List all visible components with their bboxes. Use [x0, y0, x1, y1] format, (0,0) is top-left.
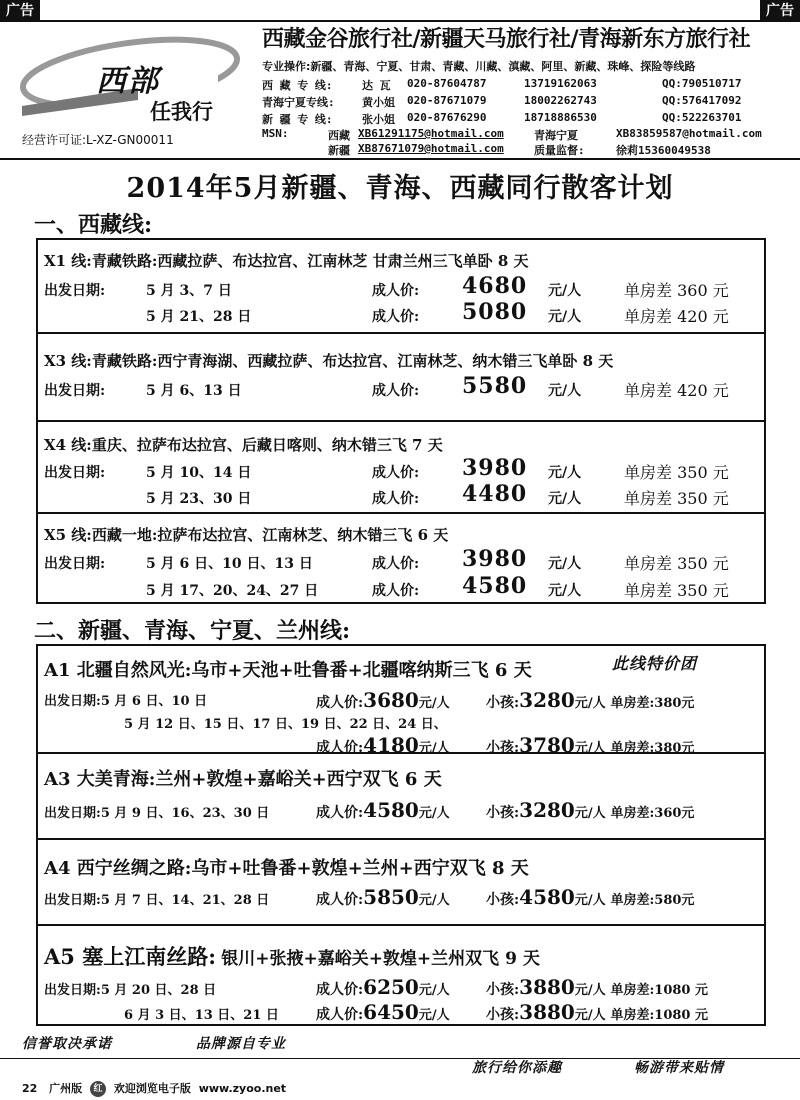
- a3-price-row: [316, 798, 450, 822]
- route-divider: [36, 420, 766, 422]
- agency-names: 西藏金谷旅行社/新疆天马旅行社/青海新东方旅行社: [262, 26, 751, 52]
- price-unit: 元/人: [418, 1008, 450, 1023]
- ad-tag-left: 广告: [0, 0, 40, 22]
- price-unit: 元/人: [574, 741, 606, 756]
- price-unit: 元/人: [574, 696, 606, 711]
- contact-row-xinjiang: [262, 111, 742, 127]
- price-unit: 元/人: [418, 696, 450, 711]
- contact-mobile: 18002262743: [524, 94, 597, 107]
- price-unit: 元/人: [574, 1008, 606, 1023]
- depart-label: 出发日期:: [44, 383, 106, 399]
- child-label: 小孩:: [486, 892, 520, 908]
- contact-person: 黄小姐: [362, 96, 395, 109]
- adult-price: 6250: [363, 975, 419, 999]
- contact-label: 新 疆 专 线:: [262, 113, 333, 126]
- single-supplement: 单房差 350 元: [624, 581, 729, 600]
- adult-label: 成人价:: [372, 383, 420, 399]
- msn-xinjiang-label: 新疆: [328, 144, 350, 157]
- adult-label: 成人价:: [316, 805, 364, 821]
- contact-phone: 020-87671079: [407, 94, 487, 107]
- price-unit: 元/人: [574, 893, 606, 908]
- slogan-right-2: 畅游带来贴情: [634, 1060, 724, 1076]
- slogan-left-2: 品牌源自专业: [196, 1036, 286, 1052]
- adult-label: 成人价:: [372, 309, 420, 325]
- single-label: 单房差:: [610, 806, 655, 821]
- depart-dates: 6 月 3 日、13 日、21 日: [124, 1008, 279, 1023]
- adult-label: 成人价:: [316, 740, 364, 756]
- single-supplement: 1080 元: [654, 1008, 708, 1023]
- child-price: 3880: [519, 1000, 575, 1024]
- depart-dates: 5 月 20 日、28 日: [100, 983, 217, 998]
- depart-dates: 5 月 6 日、10 日: [100, 694, 208, 709]
- route-divider: [36, 332, 766, 334]
- adult-label: 成人价:: [372, 491, 420, 507]
- price-unit: 元/人: [548, 583, 582, 599]
- contact-label: 青海宁夏专线:: [262, 96, 335, 109]
- price-unit: 元/人: [418, 893, 450, 908]
- license-number: 经营许可证:L-XZ-GN00011: [22, 133, 174, 147]
- adult-label: 成人价:: [316, 695, 364, 711]
- adult-label: 成人价:: [372, 465, 420, 481]
- adult-label: 成人价:: [372, 283, 420, 299]
- adult-price: 3980: [462, 546, 528, 572]
- a5-price-row-1: [316, 975, 450, 999]
- slogan-right-1: 旅行给你添趣: [472, 1060, 562, 1076]
- quality-contact: 徐莉15360049538: [616, 144, 711, 157]
- child-price: 3280: [519, 688, 575, 712]
- section-title-xinjiang: 二、新疆、青海、宁夏、兰州线:: [34, 618, 351, 644]
- route-divider: [36, 838, 766, 840]
- msn-qinghai-email[interactable]: XB83859587@hotmail.com: [616, 127, 762, 140]
- a1-child-row-2: [486, 733, 694, 757]
- a5-child-row-1: [486, 975, 708, 999]
- header-rule: [0, 158, 800, 160]
- route-title-x1: X1 线:青藏铁路:西藏拉萨、布达拉宫、江南林芝 甘肃兰州三飞单卧 8 天: [44, 252, 529, 270]
- single-label: 单房差:: [610, 741, 655, 756]
- adult-label: 成人价:: [372, 583, 420, 599]
- price-unit: 元/人: [548, 383, 582, 399]
- adult-price: 5850: [363, 885, 419, 909]
- single-label: 单房差:: [610, 983, 655, 998]
- price-unit: 元/人: [548, 491, 582, 507]
- adult-price: 4480: [462, 481, 528, 507]
- adult-price: 6450: [363, 1000, 419, 1024]
- contact-qq: QQ:790510717: [662, 77, 742, 90]
- edition-badge-icon: 红: [90, 1081, 106, 1097]
- contact-row-tibet: [262, 77, 742, 93]
- child-price: 3880: [519, 975, 575, 999]
- msn-tibet-label: 西藏: [328, 129, 350, 142]
- contact-person: 张小姐: [362, 113, 395, 126]
- depart-label: 出发日期:: [44, 556, 106, 572]
- child-label: 小孩:: [486, 740, 520, 756]
- route-divider: [36, 512, 766, 514]
- single-supplement: 380元: [654, 741, 695, 756]
- adult-price: 4580: [363, 798, 419, 822]
- route-title-a1: A1 北疆自然风光:乌市+天池+吐鲁番+北疆喀纳斯三飞 6 天: [44, 660, 532, 681]
- adult-label: 成人价:: [316, 982, 364, 998]
- single-supplement: 360元: [654, 806, 695, 821]
- price-unit: 元/人: [574, 983, 606, 998]
- price-unit: 元/人: [548, 556, 582, 572]
- a4-child-row: [486, 885, 694, 909]
- edition-label: 广州版: [49, 1082, 83, 1095]
- depart-dates: 5 月 6 日、10 日、13 日: [146, 556, 313, 572]
- route-title-a5-main: A5 塞上江南丝路:: [44, 944, 216, 969]
- adult-label: 成人价:: [316, 1007, 364, 1023]
- specialty-label: 专业操作:: [262, 60, 311, 73]
- adult-price: 3680: [363, 688, 419, 712]
- footer-text: 欢迎浏览电子版: [113, 1082, 191, 1095]
- child-price: 4580: [519, 885, 575, 909]
- price-unit: 元/人: [548, 283, 582, 299]
- slogan-left-1: 信誉取决承诺: [22, 1036, 112, 1052]
- a5-child-row-2: [486, 1000, 708, 1024]
- depart-dates: 5 月 9 日、16、23、30 日: [100, 806, 270, 821]
- adult-price: 4180: [363, 733, 419, 757]
- single-supplement: 单房差 420 元: [624, 307, 729, 326]
- section-title-tibet: 一、西藏线:: [34, 212, 153, 238]
- child-label: 小孩:: [486, 982, 520, 998]
- single-supplement: 1080 元: [654, 983, 708, 998]
- depart-label: 出发日期:: [44, 283, 106, 299]
- contact-qq: QQ:576417092: [662, 94, 742, 107]
- single-supplement: 单房差 420 元: [624, 381, 729, 400]
- depart-label: 出发日期:: [44, 694, 101, 709]
- single-supplement: 单房差 350 元: [624, 554, 729, 573]
- price-unit: 元/人: [418, 983, 450, 998]
- single-label: 单房差:: [610, 696, 655, 711]
- page-number: 22: [22, 1082, 38, 1095]
- child-price: 3280: [519, 798, 575, 822]
- adult-price: 5580: [462, 373, 528, 399]
- child-label: 小孩:: [486, 1007, 520, 1023]
- msn-tibet-email[interactable]: XB61291175@hotmail.com: [358, 127, 504, 140]
- route-title-x3: X3 线:青藏铁路:西宁青海湖、西藏拉萨、布达拉宫、江南林芝、纳木错三飞单卧 8 天: [44, 352, 614, 370]
- contact-person: 达 瓦: [362, 79, 391, 92]
- depart-dates: 5 月 10、14 日: [146, 465, 252, 481]
- single-supplement: 单房差 360 元: [624, 281, 729, 300]
- single-label: 单房差:: [610, 1008, 655, 1023]
- child-label: 小孩:: [486, 805, 520, 821]
- contact-row-qinghai: [262, 94, 742, 110]
- specialty-text: 新疆、青海、宁夏、甘肃、青藏、川藏、滇藏、阿里、新藏、珠峰、探险等线路: [310, 60, 696, 73]
- depart-dates: 5 月 23、30 日: [146, 491, 252, 507]
- adult-label: 成人价:: [372, 556, 420, 572]
- single-label: 单房差:: [610, 893, 655, 908]
- depart-dates: 5 月 6、13 日: [146, 383, 242, 399]
- single-supplement: 单房差 350 元: [624, 463, 729, 482]
- contact-qq: QQ:522263701: [662, 111, 742, 124]
- single-supplement: 380元: [654, 696, 695, 711]
- route-title-a4: A4 西宁丝绸之路:乌市+吐鲁番+敦煌+兰州+西宁双飞 8 天: [44, 858, 529, 879]
- price-unit: 元/人: [548, 465, 582, 481]
- msn-xinjiang-email[interactable]: XB87671079@hotmail.com: [358, 142, 504, 155]
- contact-mobile: 13719162063: [524, 77, 597, 90]
- msn-qinghai-label: 青海宁夏: [534, 129, 578, 142]
- a5-depart-line: [44, 979, 216, 998]
- a1-price-row-1: [316, 688, 450, 712]
- depart-label: 出发日期:: [44, 983, 101, 998]
- a1-child-row-1: [486, 688, 694, 712]
- single-supplement: 单房差 350 元: [624, 489, 729, 508]
- ad-tag-right: 广告: [760, 0, 800, 22]
- a4-depart-line: [44, 889, 269, 908]
- specialty-line: [262, 58, 695, 74]
- child-price: 3780: [519, 733, 575, 757]
- child-label: 小孩:: [486, 695, 520, 711]
- route-title-x5: X5 线:西藏一地:拉萨布达拉宫、江南林芝、纳木错三飞 6 天: [44, 526, 449, 544]
- contact-phone: 020-87604787: [407, 77, 487, 90]
- company-logo: [18, 28, 243, 148]
- route-divider: [36, 924, 766, 926]
- adult-price: 5080: [462, 299, 528, 325]
- price-unit: 元/人: [418, 741, 450, 756]
- route-title-a5-sub: 银川+张掖+嘉峪关+敦煌+兰州双飞 9 天: [221, 949, 540, 969]
- logo-main-text: 西部: [96, 64, 160, 99]
- contact-mobile: 18718886530: [524, 111, 597, 124]
- adult-price: 4680: [462, 273, 528, 299]
- a4-price-row: [316, 885, 450, 909]
- msn-label: MSN:: [262, 127, 289, 140]
- depart-dates: 5 月 3、7 日: [146, 283, 232, 299]
- page-footer: [22, 1080, 286, 1097]
- contact-label: 西 藏 专 线:: [262, 79, 333, 92]
- price-unit: 元/人: [548, 309, 582, 325]
- route-title-x4: X4 线:重庆、拉萨布达拉宫、后藏日喀则、纳木错三飞 7 天: [44, 436, 443, 454]
- logo-sub-text: 任我行: [150, 100, 213, 124]
- footer-url[interactable]: www.zyoo.net: [198, 1082, 287, 1095]
- depart-dates: 5 月 21、28 日: [146, 309, 252, 325]
- contact-phone: 020-87676290: [407, 111, 487, 124]
- quality-label: 质量监督:: [534, 144, 585, 157]
- price-unit: 元/人: [574, 806, 606, 821]
- depart-dates: 5 月 17、20、24、27 日: [146, 583, 319, 599]
- route-title-a5: [44, 941, 540, 971]
- adult-price: 3980: [462, 455, 528, 481]
- special-offer-note: 此线特价团: [612, 654, 698, 673]
- a1-price-row-2: [316, 733, 450, 757]
- depart-label: 出发日期:: [44, 893, 101, 908]
- single-supplement: 580元: [654, 893, 695, 908]
- adult-label: 成人价:: [316, 892, 364, 908]
- price-unit: 元/人: [418, 806, 450, 821]
- depart-label: 出发日期:: [44, 465, 106, 481]
- depart-dates: 5 月 7 日、14、21、28 日: [100, 893, 270, 908]
- depart-dates: 5 月 12 日、15 日、17 日、19 日、22 日、24 日、: [124, 717, 447, 732]
- msn-row: [262, 127, 762, 142]
- depart-label: 出发日期:: [44, 806, 101, 821]
- a5-price-row-2: [316, 1000, 450, 1024]
- a3-child-row: [486, 798, 694, 822]
- page-title: 2014年5月新疆、青海、西藏同行散客计划: [126, 173, 674, 204]
- route-title-a3: A3 大美青海:兰州+敦煌+嘉峪关+西宁双飞 6 天: [44, 769, 442, 790]
- a1-depart-line: [44, 690, 207, 709]
- adult-price: 4580: [462, 573, 528, 599]
- a3-depart-line: [44, 802, 269, 821]
